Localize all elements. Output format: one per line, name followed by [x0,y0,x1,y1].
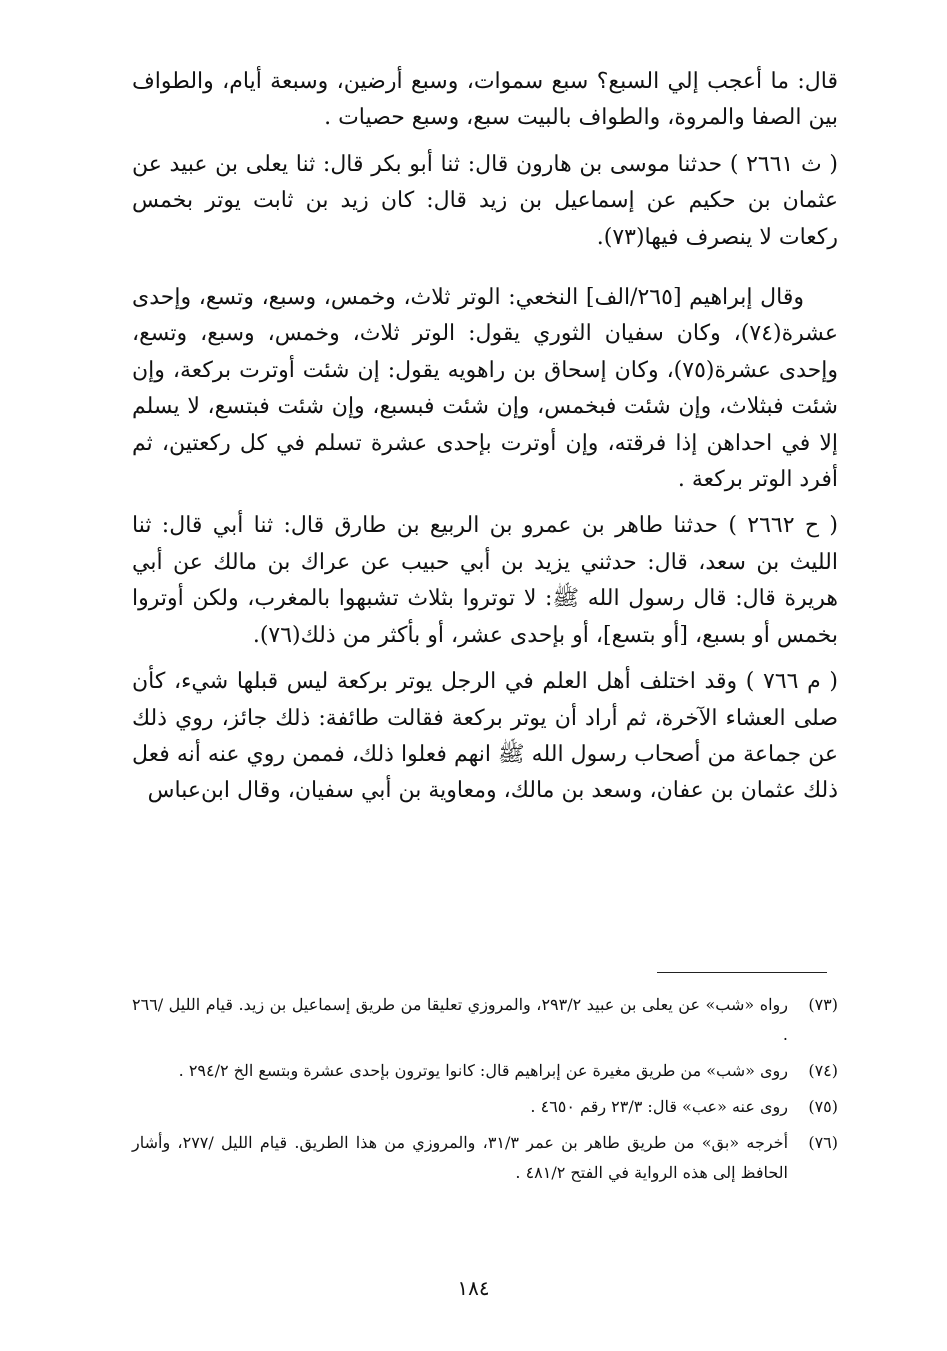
footnote-number: (٧٦) [808,1133,838,1152]
footnote [132,1128,838,1188]
main-text [132,64,838,820]
footnote-number: (٧٣) [808,995,838,1014]
footnote [132,1056,838,1086]
paragraph-hadith-2662: ( ح ٢٦٦٢ ) حدثنا طاهر بن عمرو بن الربيع بن طارق قال: ثنا أبي قال: ثنا الليث بن سعد، قال: حدثني يزيد بن أبي حبيب عن عراك بن مالك عن أبي هريرة قال: قال رسول الله ﷺ: لا توتروا بثلاث تشبهوا بالمغرب، ولكن أوتروا بخمس أو بسبع، [أو بتسع]، أو بإحدى عشر، أو بأكثر من ذلك(٧٦). [132,513,838,648]
paragraph-hadith-2661: ( ث ٢٦٦١ ) حدثنا موسى بن هارون قال: ثنا أبو بكر قال: ثنا يعلى بن عبيد عن عثمان بن حكيم عن إسماعيل بن زيد قال: كان زيد بن ثابت يوتر بخمس ركعات لا ينصرف فيها(٧٣). [132,151,838,250]
footnote-number: (٧٤) [808,1061,838,1080]
footnote-divider [657,972,827,973]
footnote-text: روى عنه «عب» قال: ٢٣/٣ رقم ٤٦٥٠ . [530,1097,788,1116]
footnotes [132,990,838,1194]
paragraph-intro: قال: ما أعجب إلي السبع؟ سبع سموات، وسبع أرضين، وسبعة أيام، والطواف بين الصفا والمروة، والطواف بالبيت سبع، وسبع حصيات . [132,69,838,131]
footnote-text: روى «شب» من طريق مغيرة عن إبراهيم قال: كانوا يوترون بإحدى عشرة وبتسع الخ ٢٩٤/٢ . [178,1061,788,1080]
footnote [132,1092,838,1122]
footnote-text: أخرجه «بق» من طريق طاهر بن عمر ٣١/٣، والمروزي من هذا الطريق. قيام الليل /٢٧٧، وأشار الحافظ إلى هذه الرواية في الفتح ٤٨١/٢ . [132,1133,789,1182]
paragraph-ibrahim: وقال إبراهيم [٢٦٥/الف] النخعي: الوتر ثلاث، وخمس، وسبع، وتسع، وإحدى عشرة(٧٤)، وكان سفيان الثوري يقول: الوتر ثلاث، وخمس، وسبع، وتسع، وإحدى عشرة(٧٥)، وكان إسحاق بن راهويه يقول: إن شئت أوترت بركعة، وإن شئت فبثلاث، وإن شئت فبخمس، وإن شئت فبسبع، وإن شئت فبتسع، لا يسلم إلا في احداهن إذا فرقته، وإن أوترت بإحدى عشرة تسلم في كل ركعتين، ثم أفرد الوتر بركعة . [132,285,838,493]
footnote [132,990,838,1050]
paragraph-masala-766: ( م ٧٦٦ ) وقد اختلف أهل العلم في الرجل يوتر بركعة ليس قبلها شيء، كأن صلى العشاء الآخرة، ثم أراد أن يوتر بركعة فقالت طائفة: ذلك جائز، روي ذلك عن جماعة من أصحاب رسول الله ﷺ انهم فعلوا ذلك، فممن روي عنه أنه فعل ذلك عثمان بن عفان، وسعد بن مالك، ومعاوية بن أبي سفيان، وقال ابن‌عباس [132,669,838,804]
footnote-text: رواه «شب» عن يعلى بن عبيد ٢٩٣/٢، والمروزي تعليقا من طريق إسماعيل بن زيد. قيام الليل /٢٦٦ . [132,995,788,1044]
footnote-number: (٧٥) [808,1097,838,1116]
page-number: ١٨٤ [457,1276,490,1300]
